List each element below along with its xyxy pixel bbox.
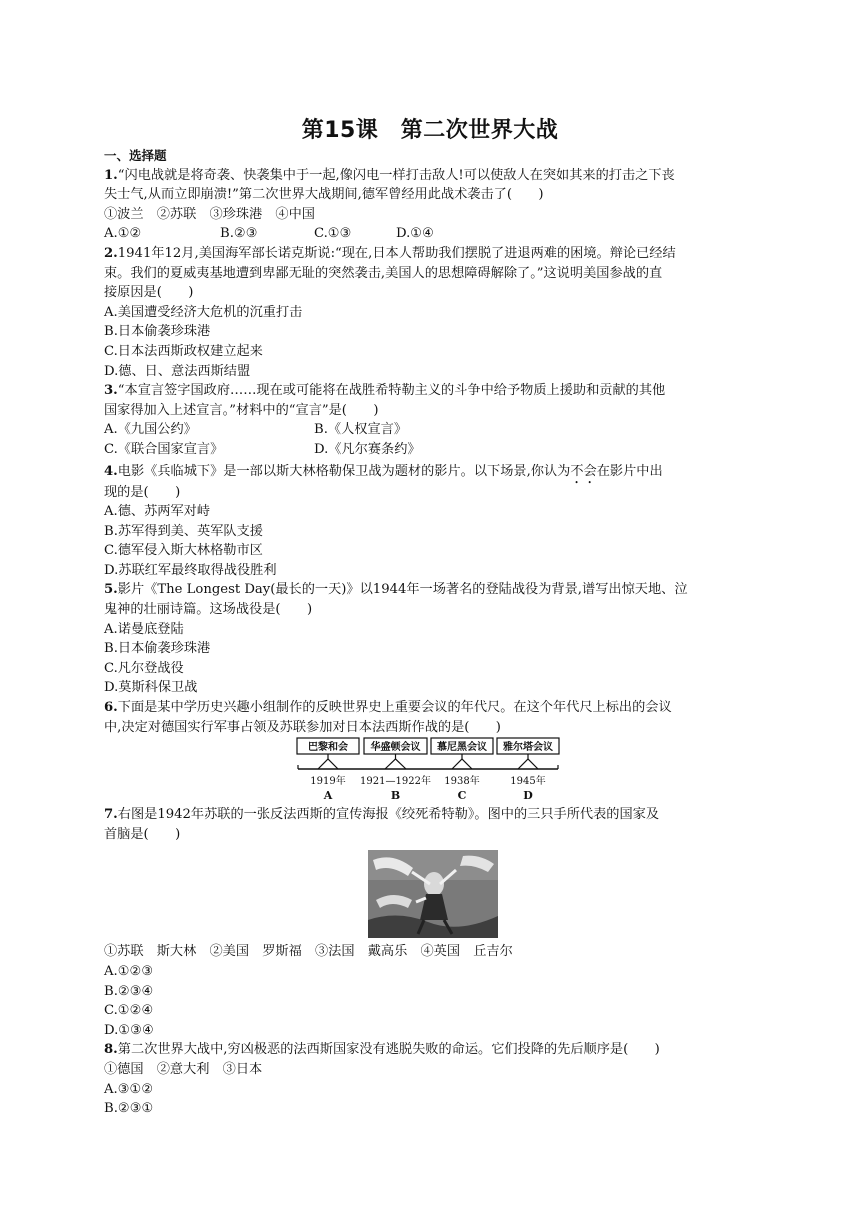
meeting-timeline <box>296 737 560 805</box>
question-4-line-2: 现的是( ) <box>104 484 181 500</box>
option-a[interactable]: A.①② <box>104 226 142 242</box>
question-6-line-1 <box>104 698 756 718</box>
question-text-tail: 在影片中出 <box>596 463 663 479</box>
timeline-letter: C <box>457 789 467 803</box>
option-b[interactable]: B.②③ <box>220 226 258 242</box>
question-text: 第二次世界大战中,穷凶极恶的法西斯国家没有逃脱失败的命运。它们投降的先后顺序是( ) <box>117 1042 660 1058</box>
emphasized-text: 不会 <box>570 463 597 479</box>
question-text: “本宣言签字国政府……现在或可能将在战胜希特勒主义的斗争中给予物质上援助和贡献的其他 <box>117 383 666 399</box>
option-a[interactable]: A.《九国公约》 <box>104 422 197 438</box>
option-b[interactable]: B.《人权宣言》 <box>314 422 408 438</box>
option-d[interactable]: D.莫斯科保卫战 <box>104 680 198 696</box>
question-body <box>104 146 756 1119</box>
question-1-options <box>104 224 756 244</box>
question-2-line-1 <box>104 244 756 264</box>
option-d[interactable]: D.①④ <box>396 226 434 242</box>
question-number: 5. <box>104 582 118 598</box>
question-text: 右图是1942年苏联的一张反法西斯的宣传海报《绞死希特勒》。图中的三只手所代表的国家及 <box>117 807 660 823</box>
option-d[interactable]: D.①③④ <box>104 1022 154 1038</box>
option-a[interactable]: A.①②③ <box>104 964 154 979</box>
question-2-line-3: 接原因是( ) <box>104 285 194 301</box>
question-text: 1941年12月,美国海军部长诺克斯说:“现在,日本人帮助我们摆脱了进退两难的困境。辩论已经结 <box>117 245 676 261</box>
question-number: 2. <box>104 245 118 261</box>
option-d[interactable]: D.德、日、意法西斯结盟 <box>104 363 251 379</box>
timeline-year: 1938年 <box>444 776 480 788</box>
option-c[interactable]: C.德军侵入斯大林格勒市区 <box>104 543 263 559</box>
option-c[interactable]: C.凡尔登战役 <box>104 660 184 676</box>
question-3-line-1 <box>104 381 756 401</box>
question-text: “闪电战就是将奇袭、快袭集中于一起,像闪电一样打击敌人!可以使敌人在突如其来的打击之下丧 <box>117 167 675 183</box>
question-number: 7. <box>104 807 118 823</box>
option-c[interactable]: C.①②④ <box>104 1003 154 1019</box>
poster-illustration <box>368 850 498 938</box>
question-number: 6. <box>104 700 118 716</box>
question-7-items: ①苏联 斯大林 ②美国 罗斯福 ③法国 戴高乐 ④英国 丘吉尔 <box>104 944 513 960</box>
question-8-items: ①德国 ②意大利 ③日本 <box>104 1061 263 1077</box>
option-b[interactable]: B.②③④ <box>104 983 154 999</box>
option-d[interactable]: D.苏联红军最终取得战役胜利 <box>104 562 277 578</box>
question-7-line-1 <box>104 805 756 825</box>
timeline-letter: B <box>390 789 401 803</box>
question-5-line-1 <box>104 580 756 600</box>
question-number: 4. <box>104 463 118 479</box>
question-3-options-row-2 <box>104 440 756 460</box>
option-c[interactable]: C.日本法西斯政权建立起来 <box>104 343 263 359</box>
option-b[interactable]: B.日本偷袭珍珠港 <box>104 324 211 340</box>
page-title: 第15课 第二次世界大战 <box>301 118 559 143</box>
question-text: 电影《兵临城下》是一部以斯大林格勒保卫战为题材的影片。以下场景,你认为 <box>117 463 571 479</box>
timeline-year: 1919年 <box>310 776 346 788</box>
question-7-line-2: 首脑是( ) <box>104 826 181 842</box>
option-a[interactable]: A.德、苏两军对峙 <box>104 504 211 520</box>
question-3-options-row-1 <box>104 420 756 440</box>
option-b[interactable]: B.日本偷袭珍珠港 <box>104 641 211 657</box>
question-1-line-2: 失士气,从而立即崩溃!”第二次世界大战期间,德军曾经用此战术袭击了( ) <box>104 187 544 203</box>
timeline-meeting-label: 巴黎和会 <box>308 742 348 754</box>
section-heading: 一、选择题 <box>104 148 167 163</box>
question-number: 1. <box>104 167 118 183</box>
timeline-year: 1945年 <box>510 776 546 788</box>
question-4-line-1 <box>104 460 756 483</box>
option-a[interactable]: A.诺曼底登陆 <box>104 621 184 637</box>
question-number: 3. <box>104 383 118 399</box>
timeline-letter: A <box>323 789 333 803</box>
option-a[interactable]: A.美国遭受经济大危机的沉重打击 <box>104 304 303 320</box>
question-number: 8. <box>104 1042 118 1058</box>
question-1-items: ①波兰 ②苏联 ③珍珠港 ④中国 <box>104 206 315 222</box>
question-2-line-2: 束。我们的夏威夷基地遭到卑鄙无耻的突然袭击,美国人的思想障碍解除了。”这说明美国参战的直 <box>104 265 663 281</box>
question-text: 影片《The Longest Day(最长的一天)》以1944年一场著名的登陆战役为背景,谱写出惊天地、泣 <box>117 582 688 598</box>
propaganda-poster-image <box>368 850 498 938</box>
timeline-meeting-label: 慕尼黑会议 <box>437 742 487 754</box>
question-1-line-1 <box>104 166 756 186</box>
option-d[interactable]: D.《凡尔赛条约》 <box>314 441 421 457</box>
timeline-letter: D <box>523 789 533 803</box>
timeline-year: 1921—1922年 <box>360 776 431 788</box>
question-6-line-2: 中,决定对德国实行军事占领及苏联参加对日本法西斯作战的是( ) <box>104 719 501 735</box>
option-c[interactable]: C.《联合国家宣言》 <box>104 441 224 457</box>
timeline-meeting-label: 雅尔塔会议 <box>503 742 553 754</box>
timeline-meeting-label: 华盛顿会议 <box>370 742 421 754</box>
question-text: 下面是某中学历史兴趣小组制作的反映世界史上重要会议的年代尺。在这个年代尺上标出的会议 <box>117 700 672 716</box>
timeline-graphic <box>296 737 560 805</box>
question-5-line-2: 鬼神的壮丽诗篇。这场战役是( ) <box>104 602 313 618</box>
option-a[interactable]: A.③①② <box>104 1081 154 1097</box>
question-3-line-2: 国家得加入上述宣言。”材料中的“宣言”是( ) <box>104 402 379 418</box>
option-b[interactable]: B.②③① <box>104 1101 154 1117</box>
question-8-line-1 <box>104 1040 756 1060</box>
option-c[interactable]: C.①③ <box>314 226 352 242</box>
option-b[interactable]: B.苏军得到美、英军队支援 <box>104 523 263 539</box>
